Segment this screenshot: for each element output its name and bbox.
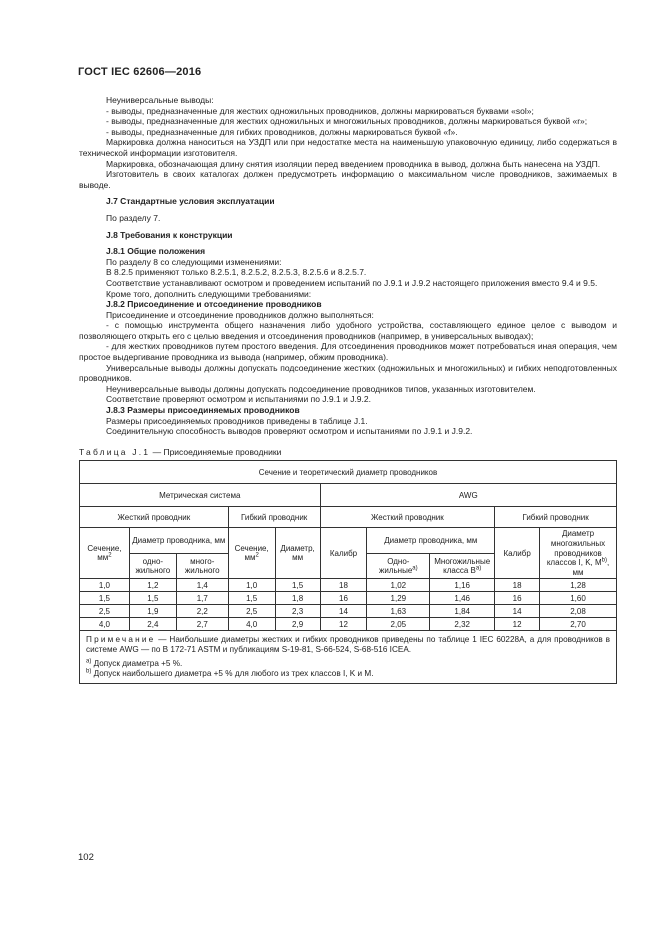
- superscript: а): [412, 565, 418, 572]
- table-cell: 1,4: [176, 579, 228, 592]
- superscript: b): [601, 557, 607, 564]
- table-cell: 14: [320, 605, 367, 618]
- table-cell: 4,0: [80, 618, 130, 631]
- paragraph: По разделу 7.: [106, 212, 161, 223]
- paragraph: Маркировка должна наноситься на УЗДП или при недостатке места на наименьшую упаковочную единицу, либо содержаться в технической информации изготовителя.: [79, 137, 617, 158]
- table-header-metric: Метрическая система: [80, 484, 321, 507]
- table-row: [80, 605, 617, 618]
- document-body: [79, 95, 617, 684]
- table-header-multi-core-awg: [430, 553, 495, 578]
- table-row: [80, 618, 617, 631]
- table-cell: 2,08: [540, 605, 617, 618]
- table-cell: 1,02: [367, 579, 430, 592]
- table-caption-text: — Присоединяемые проводники: [150, 446, 282, 457]
- table-cell: 2,3: [275, 605, 320, 618]
- table-header-diameter-metric: Диаметр проводника, мм: [129, 528, 228, 553]
- paragraph: Неуниверсальные выводы:: [106, 95, 214, 105]
- table-header-single-core: одно-жильного: [129, 553, 176, 578]
- table-cell: 1,0: [228, 579, 275, 592]
- table-cell: 2,32: [430, 618, 495, 631]
- table-cell: 18: [495, 579, 540, 592]
- paragraph: Неуниверсальные выводы должны допускать подсоединение проводников типов, указанных изготовителем.: [106, 383, 536, 394]
- table-cell: 1,9: [129, 605, 176, 618]
- table-cell: 1,60: [540, 592, 617, 605]
- table-header-diameter-awg: Диаметр проводника, мм: [367, 528, 495, 553]
- table-header-flex-awg: Гибкий проводник: [495, 507, 617, 528]
- list-item: - с помощью инструмента общего назначения либо удобного устройства, составляющего единое целое с выводом и позволяющего открыть его с целью введения и отсоединения проводников (например, в универсальных выводах);: [79, 320, 617, 341]
- table-header-max-diameter-unit: , мм: [572, 558, 610, 577]
- footnote-b-text: Допуск наибольшего диаметра +5 % для любого из трех классов I, K и M.: [91, 669, 374, 679]
- table-cell: 16: [495, 592, 540, 605]
- table-header-max-diameter-text: Диаметр многожильных проводников классов I, K, M: [546, 529, 606, 568]
- section-heading-j81: J.8.1 Общие положения: [106, 246, 206, 257]
- table-row: [80, 592, 617, 605]
- page-number: 102: [78, 852, 94, 863]
- table-header-section-flex: [228, 528, 275, 579]
- table-cell: 1,2: [129, 579, 176, 592]
- section-heading-j7: J.7 Стандартные условия эксплуатации: [106, 196, 275, 207]
- table-cell: 2,5: [228, 605, 275, 618]
- table-note-text: [86, 635, 610, 655]
- paragraph: Размеры присоединяемых проводников приведены в таблице J.1.: [106, 415, 368, 426]
- table-cell: 2,05: [367, 618, 430, 631]
- table-header-caliber-flex: Калибр: [495, 528, 540, 579]
- paragraph: Маркировка, обозначающая длину снятия изоляции перед введением проводника в вывод, должна быть нанесена на УЗДП.: [106, 158, 601, 169]
- table-header-max-diameter: [540, 528, 617, 579]
- table-header-multi-core-awg-text: Многожильные класса B: [434, 556, 491, 576]
- paragraph: По разделу 8 со следующими изменениями:: [106, 256, 282, 267]
- footnote-b-mark: b): [86, 668, 92, 675]
- paragraph: Присоединение и отсоединение проводников должно выполняться:: [106, 309, 374, 320]
- superscript: 2: [255, 552, 259, 559]
- table-cell: 2,9: [275, 618, 320, 631]
- table-header-rigid-awg: Жесткий проводник: [320, 507, 495, 528]
- table-note: [80, 631, 617, 684]
- table-header-single-core-awg: [367, 553, 430, 578]
- table-cell: 12: [320, 618, 367, 631]
- table-cell: 1,16: [430, 579, 495, 592]
- table-cell: 1,46: [430, 592, 495, 605]
- table-caption: [79, 447, 617, 458]
- paragraph: Соединительную способность выводов проверяют осмотром и испытаниями по J.9.1 и J.9.2.: [106, 426, 473, 437]
- footnote-b: [86, 669, 610, 679]
- paragraph: Изготовитель в своих каталогах должен предусмотреть информацию о максимальном числе проводников, зажимаемых в выводе.: [79, 169, 617, 190]
- paragraph: Соответствие устанавливают осмотром и проведением испытаний по J.9.1 и J.9.2 настоящего приложения вместо 9.4 и 9.5.: [106, 277, 598, 288]
- superscript: а): [475, 565, 482, 572]
- table-row: [80, 579, 617, 592]
- table-cell: 1,7: [176, 592, 228, 605]
- table-cell: 1,28: [540, 579, 617, 592]
- table-cell: 1,5: [129, 592, 176, 605]
- conductor-table: [79, 460, 617, 684]
- list-item: - для жестких проводников путем простого введения. Для отсоединения проводников может потребоваться иная операция, чем простое выдергивание проводника из вывода (например, обжим проводника).: [79, 341, 617, 363]
- table-cell: 12: [495, 618, 540, 631]
- table-note-label: Примечание: [86, 635, 156, 645]
- table-cell: 1,5: [80, 592, 130, 605]
- table-cell: 14: [495, 605, 540, 618]
- table-caption-label: Таблица J.1: [79, 446, 151, 457]
- table-header-flex-metric: Гибкий проводник: [228, 507, 320, 528]
- table-cell: 1,5: [275, 579, 320, 592]
- table-cell: 4,0: [228, 618, 275, 631]
- paragraph: В 8.2.5 применяют только 8.2.5.1, 8.2.5.2, 8.2.5.3, 8.2.5.6 и 8.2.5.7.: [106, 267, 367, 278]
- table-cell: 1,84: [430, 605, 495, 618]
- table-header-section: [80, 528, 130, 579]
- table-header-rigid-metric: Жесткий проводник: [80, 507, 229, 528]
- table-header-section-text: Сечение, мм: [87, 543, 122, 563]
- table-cell: 16: [320, 592, 367, 605]
- document-header: ГОСТ IEC 62606—2016: [78, 66, 202, 78]
- footnote-a: [86, 659, 610, 669]
- table-cell: 2,7: [176, 618, 228, 631]
- table-header-caliber-rigid: Калибр: [320, 528, 367, 579]
- section-heading-j8: J.8 Требования к конструкции: [106, 229, 233, 240]
- table-header-top: Сечение и теоретический диаметр проводников: [80, 461, 617, 484]
- footnote-a-text: Допуск диаметра +5 %.: [91, 659, 183, 669]
- superscript: 2: [108, 552, 112, 559]
- table-cell: 2,5: [80, 605, 130, 618]
- table-cell: 2,2: [176, 605, 228, 618]
- list-item: - выводы, предназначенные для гибких проводников, должны маркироваться буквой «f».: [106, 126, 458, 137]
- table-cell: 1,5: [228, 592, 275, 605]
- table-header-section-flex-text: Сечение, мм: [234, 543, 269, 563]
- footnote-a-mark: а): [86, 658, 92, 665]
- paragraph: Универсальные выводы должны допускать подсоединение жестких (одножильных и многожильных) и гибких неподготовленных проводников.: [79, 362, 617, 384]
- table-cell: 2,4: [129, 618, 176, 631]
- section-heading-j82: J.8.2 Присоединение и отсоединение проводников: [106, 299, 322, 310]
- table-header-diameter-flex: Диаметр, мм: [275, 528, 320, 579]
- table-header-multi-core: много-жильного: [176, 553, 228, 578]
- table-cell: 2,70: [540, 618, 617, 631]
- table-header-single-core-awg-text: Одно-жильные: [379, 556, 413, 576]
- table-note-body: — Наибольшие диаметры жестких и гибких проводников приведены по таблице 1 IEC 60228A, а для проводников в системе AWG — по B 172-71 ASTM и публикациям S-19-81, S-66-524, S-68-516 ICEA.: [86, 635, 610, 655]
- list-item: - выводы, предназначенные для жестких одножильных и многожильных проводников, должны маркироваться буквой «r»;: [106, 116, 588, 127]
- paragraph: Соответствие проверяют осмотром и испытаниями по J.9.1 и J.9.2.: [106, 394, 371, 405]
- table-cell: 18: [320, 579, 367, 592]
- table-cell: 1,0: [80, 579, 130, 592]
- list-item: - выводы, предназначенные для жестких одножильных проводников, должны маркироваться буквами «sol»;: [106, 105, 534, 116]
- table-header-awg: AWG: [320, 484, 616, 507]
- table-cell: 1,63: [367, 605, 430, 618]
- table-cell: 1,29: [367, 592, 430, 605]
- paragraph: Кроме того, дополнить следующими требованиями:: [106, 288, 312, 299]
- section-heading-j83: J.8.3 Размеры присоединяемых проводников: [106, 405, 300, 416]
- table-cell: 1,8: [275, 592, 320, 605]
